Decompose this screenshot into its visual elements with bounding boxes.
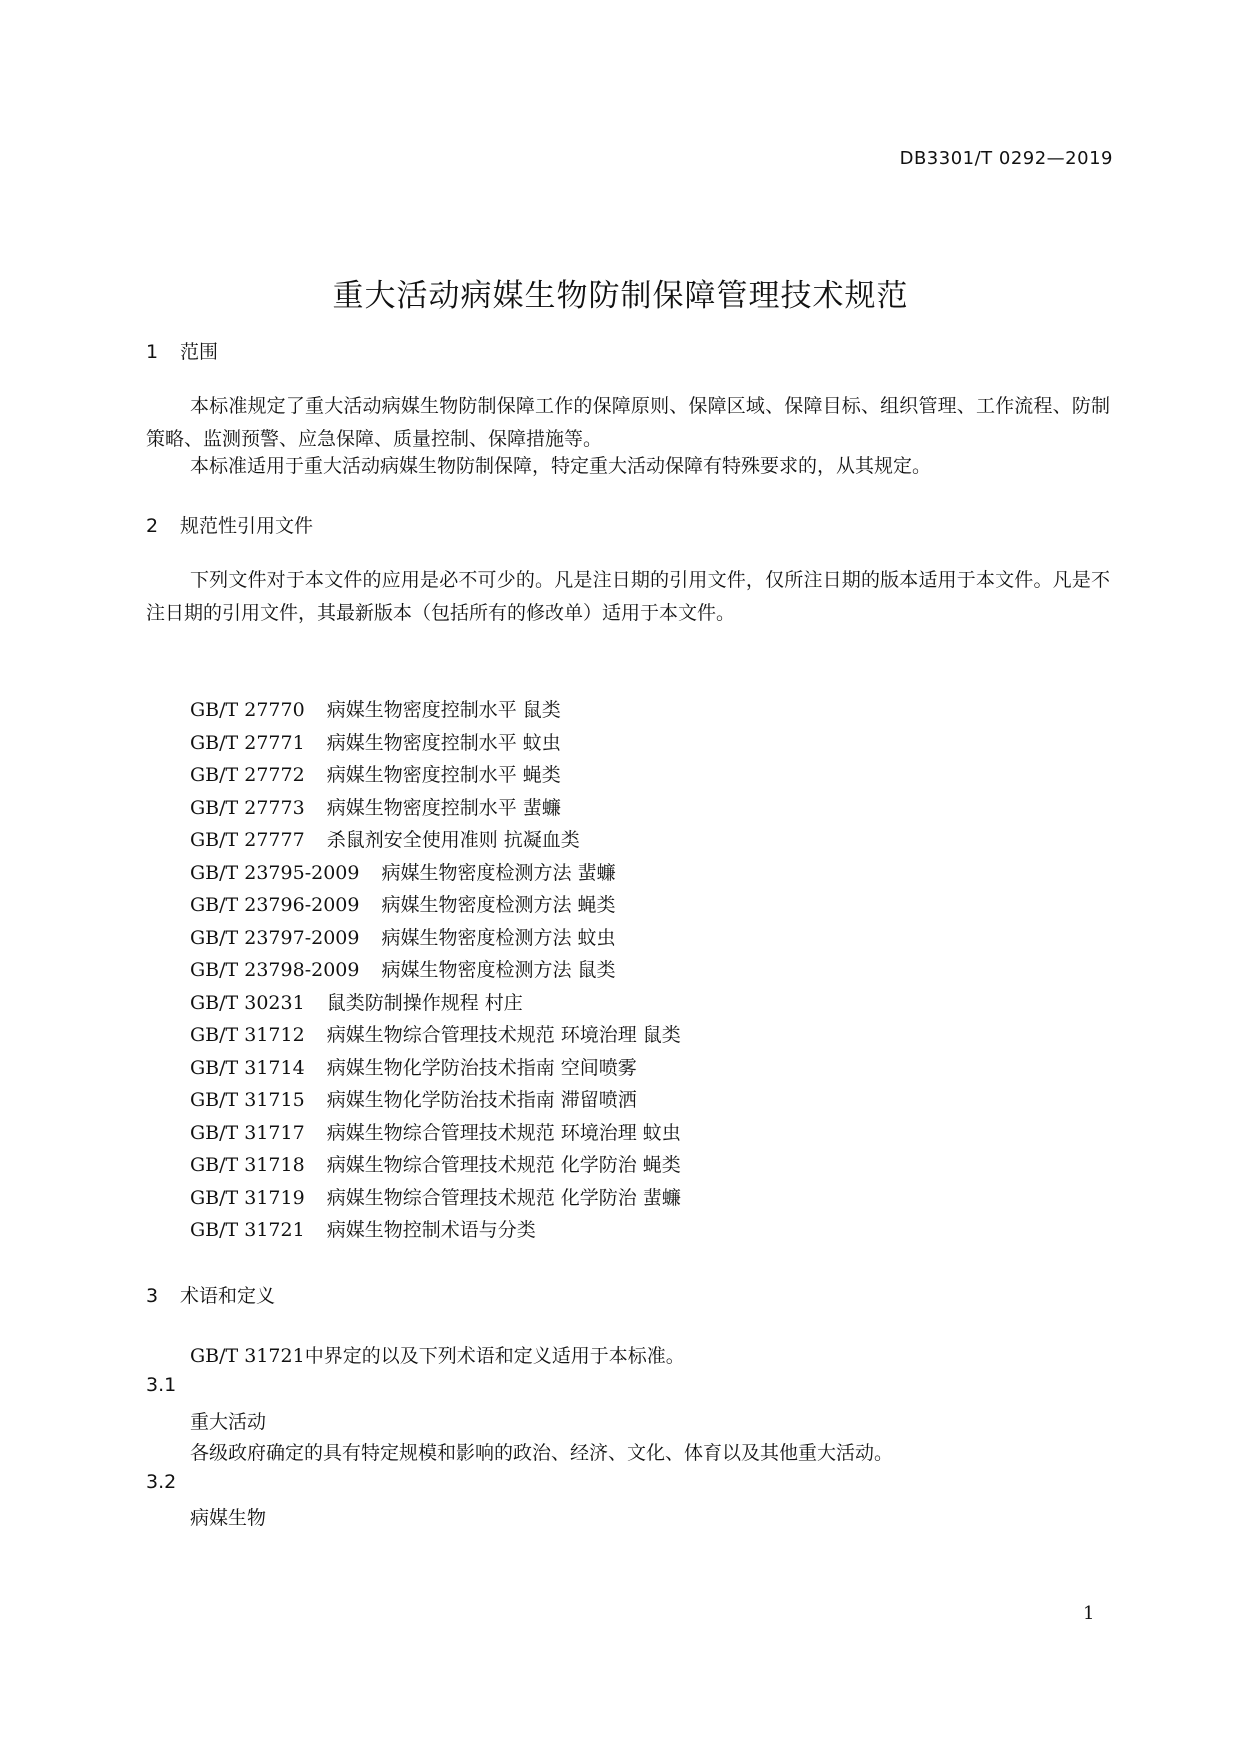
reference-code: GB/T 27772 [190, 764, 305, 786]
section-number: 3 [146, 1285, 159, 1307]
reference-code: GB/T 27777 [190, 829, 305, 851]
section-title: 规范性引用文件 [180, 515, 314, 537]
reference-item [190, 824, 681, 857]
reference-title: 病媒生物密度控制水平 蜚蠊 [326, 796, 561, 819]
reference-title: 病媒生物综合管理技术规范 环境治理 蚊虫 [326, 1121, 681, 1144]
term-number: 3.1 [146, 1374, 177, 1396]
normative-references-list [190, 694, 681, 1247]
reference-item [190, 954, 681, 987]
reference-item [190, 759, 681, 792]
page-number: 1 [1083, 1603, 1095, 1624]
reference-code: GB/T 23796-2009 [190, 894, 360, 916]
section-title: 术语和定义 [180, 1285, 276, 1307]
reference-item [190, 1117, 681, 1150]
section-number: 1 [146, 341, 159, 363]
term-name: 重大活动 [190, 1411, 267, 1433]
reference-title: 杀鼠剂安全使用准则 抗凝血类 [326, 829, 580, 851]
reference-title: 病媒生物密度控制水平 蝇类 [326, 764, 561, 786]
reference-code: GB/T 31719 [190, 1186, 305, 1209]
reference-title: 病媒生物综合管理技术规范 化学防治 蝇类 [326, 1154, 681, 1176]
references-intro-paragraph: 下列文件对于本文件的应用是必不可少的。凡是注日期的引用文件，仅所注日期的版本适用于本文件。凡是不注日期的引用文件，其最新版本（包括所有的修改单）适用于本文件。 [146, 569, 1110, 624]
reference-code: GB/T 30231 [190, 991, 305, 1014]
document-code: DB3301/T 0292—2019 [899, 148, 1113, 169]
scope-paragraph-1: 本标准规定了重大活动病媒生物防制保障工作的保障原则、保障区域、保障目标、组织管理、工作流程、防制策略、监测预警、应急保障、质量控制、保障措施等。 [146, 395, 1110, 450]
reference-code: GB/T 31721 [190, 1219, 305, 1241]
term-number: 3.2 [146, 1471, 177, 1493]
reference-title: 病媒生物密度检测方法 蝇类 [381, 894, 616, 916]
reference-title: 病媒生物综合管理技术规范 化学防治 蜚蠊 [326, 1186, 681, 1209]
reference-item [190, 1149, 681, 1182]
reference-code: GB/T 23798-2009 [190, 959, 360, 981]
reference-item [190, 694, 681, 727]
reference-code: GB/T 27771 [190, 731, 305, 754]
reference-title: 病媒生物密度检测方法 蜚蠊 [381, 861, 616, 884]
reference-title: 病媒生物密度检测方法 鼠类 [381, 959, 616, 981]
reference-item [190, 792, 681, 825]
term-name: 病媒生物 [190, 1507, 267, 1529]
term-definition: 各级政府确定的具有特定规模和影响的政治、经济、文化、体育以及其他重大活动。 [190, 1442, 894, 1464]
reference-title: 病媒生物综合管理技术规范 环境治理 鼠类 [326, 1024, 681, 1046]
reference-code: GB/T 31714 [190, 1056, 305, 1079]
reference-title: 病媒生物密度检测方法 蚊虫 [381, 926, 616, 949]
reference-title: 病媒生物控制术语与分类 [326, 1219, 536, 1241]
reference-item [190, 1052, 681, 1085]
reference-title: 病媒生物密度控制水平 鼠类 [326, 699, 561, 721]
reference-title: 病媒生物化学防治技术指南 空间喷雾 [326, 1056, 637, 1079]
reference-code: GB/T 23795-2009 [190, 861, 360, 884]
section-3-heading [146, 1281, 275, 1308]
reference-item [190, 987, 681, 1020]
reference-code: GB/T 27773 [190, 796, 305, 819]
reference-title: 病媒生物化学防治技术指南 滞留喷洒 [326, 1089, 637, 1111]
reference-item [190, 857, 681, 890]
reference-item [190, 889, 681, 922]
section-title: 范围 [180, 341, 219, 363]
reference-item [190, 922, 681, 955]
reference-code: GB/T 31717 [190, 1121, 305, 1144]
scope-paragraph-2: 本标准适用于重大活动病媒生物防制保障，特定重大活动保障有特殊要求的，从其规定。 [190, 455, 932, 477]
document-title: 重大活动病媒生物防制保障管理技术规范 [332, 278, 909, 314]
reference-item [190, 1084, 681, 1117]
reference-code: GB/T 27770 [190, 699, 305, 721]
reference-item [190, 1019, 681, 1052]
reference-title: 病媒生物密度控制水平 蚊虫 [326, 731, 561, 754]
section-number: 2 [146, 515, 159, 537]
reference-code: GB/T 31715 [190, 1089, 305, 1111]
terms-intro: GB/T 31721中界定的以及下列术语和定义适用于本标准。 [190, 1345, 685, 1367]
reference-item [190, 1182, 681, 1215]
reference-code: GB/T 31712 [190, 1024, 305, 1046]
reference-title: 鼠类防制操作规程 村庄 [326, 991, 523, 1014]
reference-item [190, 1214, 681, 1247]
section-1-heading [146, 337, 218, 364]
section-2-heading [146, 511, 313, 538]
reference-code: GB/T 23797-2009 [190, 926, 360, 949]
reference-item [190, 727, 681, 760]
reference-code: GB/T 31718 [190, 1154, 305, 1176]
